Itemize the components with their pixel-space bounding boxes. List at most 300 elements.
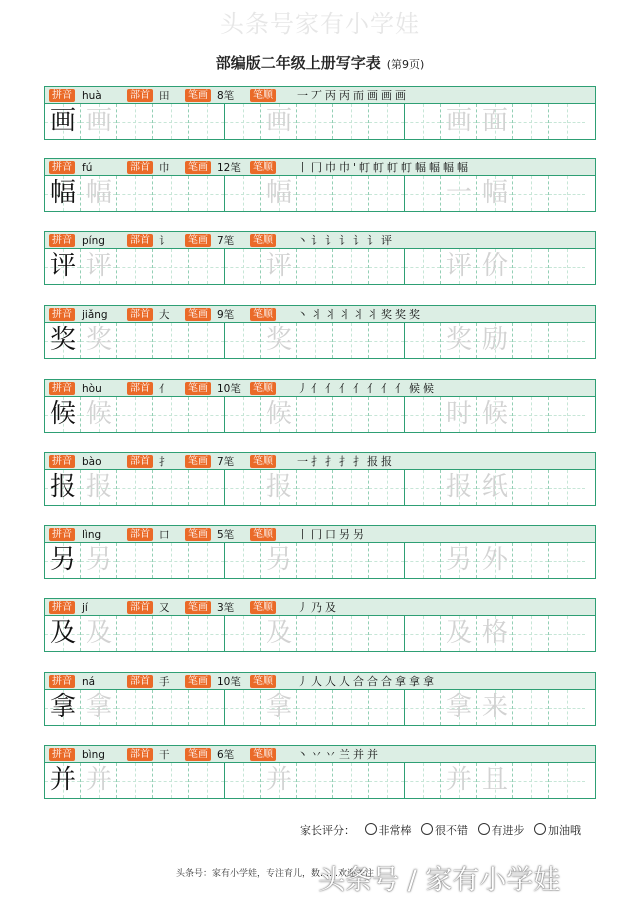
pinyin-tag: 拼音 (49, 382, 75, 395)
grid-cell[interactable] (225, 104, 261, 139)
row-header (44, 231, 596, 249)
pinyin-tag: 拼音 (49, 601, 75, 614)
grid-cell[interactable] (189, 323, 225, 358)
grid-cell[interactable] (513, 690, 549, 725)
grid-cell[interactable] (477, 543, 513, 578)
radical-tag: 部首 (127, 382, 153, 395)
rating-option: 加油哦 (548, 824, 581, 837)
strokes-value: 7笔 (217, 235, 235, 247)
trace-character: 时 (445, 399, 472, 429)
pinyin-value: jí (82, 602, 88, 614)
grid-cell[interactable] (81, 104, 117, 139)
grid-cell[interactable] (513, 543, 549, 578)
grid-cell[interactable] (117, 470, 153, 505)
trace-character: 报 (445, 472, 472, 502)
row-header (44, 525, 596, 543)
grid-cell[interactable] (405, 397, 441, 432)
grid-cell[interactable] (117, 397, 153, 432)
grid-cell[interactable] (261, 104, 297, 139)
trace-character: 及 (265, 618, 292, 648)
grid-cell[interactable] (297, 104, 333, 139)
grid-cell[interactable] (189, 104, 225, 139)
grid-cell[interactable] (225, 690, 261, 725)
order-tag: 笔顺 (250, 89, 276, 102)
grid-cell[interactable] (513, 763, 549, 798)
grid-cell[interactable] (369, 323, 405, 358)
pinyin-value: bìng (82, 749, 105, 761)
row-header (44, 158, 596, 176)
grid-cell[interactable] (405, 176, 441, 211)
strokes-value: 9笔 (217, 309, 235, 321)
grid-cell[interactable] (441, 616, 477, 651)
writing-grid (44, 616, 596, 652)
grid-cell[interactable] (261, 616, 297, 651)
grid-cell[interactable] (225, 397, 261, 432)
radical-tag: 部首 (127, 528, 153, 541)
grid-cell[interactable] (297, 543, 333, 578)
grid-cell[interactable] (153, 176, 189, 211)
grid-cell[interactable] (441, 690, 477, 725)
grid-cell[interactable] (369, 616, 405, 651)
grid-cell[interactable] (45, 397, 81, 432)
trace-character: 一 (445, 178, 472, 208)
grid-cell[interactable] (261, 470, 297, 505)
grid-cell[interactable] (549, 249, 585, 284)
rating-label: 家长评分： (300, 824, 355, 837)
trace-character: 面 (481, 106, 508, 136)
stroke-order: 一扌扌扌扌报报 (297, 455, 395, 468)
trace-character: 另 (265, 545, 292, 575)
grid-cell[interactable] (81, 763, 117, 798)
grid-cell[interactable] (477, 470, 513, 505)
watermark-top: 头条号家有小学娃 (220, 10, 420, 38)
grid-cell[interactable] (333, 104, 369, 139)
grid-cell[interactable] (153, 470, 189, 505)
grid-cell[interactable] (153, 763, 189, 798)
writing-grid (44, 470, 596, 506)
pinyin-value: ná (82, 676, 96, 688)
grid-cell[interactable] (81, 470, 117, 505)
strokes-tag: 笔画 (185, 89, 211, 102)
grid-cell[interactable] (153, 249, 189, 284)
strokes-value: 12笔 (217, 162, 241, 174)
trace-character: 及 (85, 618, 112, 648)
grid-cell[interactable] (513, 176, 549, 211)
grid-cell[interactable] (189, 470, 225, 505)
strokes-tag: 笔画 (185, 528, 211, 541)
grid-cell[interactable] (45, 249, 81, 284)
grid-cell[interactable] (189, 397, 225, 432)
grid-cell[interactable] (45, 763, 81, 798)
trace-character: 画 (265, 106, 292, 136)
grid-cell[interactable] (549, 176, 585, 211)
grid-cell[interactable] (477, 397, 513, 432)
stroke-order: 丿乃及 (297, 601, 339, 614)
grid-cell[interactable] (549, 763, 585, 798)
trace-character: 评 (85, 251, 112, 281)
grid-cell[interactable] (441, 104, 477, 139)
grid-cell[interactable] (477, 763, 513, 798)
grid-cell[interactable] (405, 763, 441, 798)
grid-cell[interactable] (297, 397, 333, 432)
grid-cell[interactable] (549, 470, 585, 505)
rating-option: 很不错 (435, 824, 468, 837)
model-character: 并 (49, 765, 76, 795)
grid-cell[interactable] (441, 176, 477, 211)
trace-character: 且 (481, 765, 508, 795)
grid-cell[interactable] (225, 543, 261, 578)
grid-cell[interactable] (369, 104, 405, 139)
grid-cell[interactable] (117, 616, 153, 651)
pinyin-tag: 拼音 (49, 161, 75, 174)
grid-cell[interactable] (189, 616, 225, 651)
grid-cell[interactable] (441, 249, 477, 284)
grid-cell[interactable] (189, 249, 225, 284)
order-tag: 笔顺 (250, 528, 276, 541)
grid-cell[interactable] (441, 763, 477, 798)
page-number: (第9页) (386, 58, 425, 71)
trace-character: 并 (445, 765, 472, 795)
grid-cell[interactable] (297, 470, 333, 505)
pinyin-tag: 拼音 (49, 675, 75, 688)
grid-cell[interactable] (117, 763, 153, 798)
radical-value: 田 (159, 90, 170, 102)
grid-cell[interactable] (441, 470, 477, 505)
grid-cell[interactable] (189, 763, 225, 798)
pinyin-value: píng (82, 235, 105, 247)
trace-character: 候 (481, 399, 508, 429)
trace-character: 幅 (85, 178, 112, 208)
strokes-value: 10笔 (217, 383, 241, 395)
grid-cell[interactable] (477, 176, 513, 211)
order-tag: 笔顺 (250, 455, 276, 468)
radical-tag: 部首 (127, 675, 153, 688)
radical-tag: 部首 (127, 234, 153, 247)
pinyin-tag: 拼音 (49, 748, 75, 761)
grid-cell[interactable] (225, 470, 261, 505)
grid-cell[interactable] (477, 249, 513, 284)
trace-character: 幅 (481, 178, 508, 208)
grid-cell[interactable] (369, 763, 405, 798)
radical-tag: 部首 (127, 455, 153, 468)
writing-grid (44, 249, 596, 285)
rating-circle[interactable] (478, 823, 490, 835)
strokes-tag: 笔画 (185, 675, 211, 688)
writing-grid (44, 176, 596, 212)
trace-character: 奖 (265, 325, 292, 355)
watermark-bottom: 头条号 / 家有小学娃 (318, 865, 561, 896)
grid-cell[interactable] (441, 323, 477, 358)
pinyin-value: bào (82, 456, 102, 468)
radical-value: 亻 (159, 383, 170, 395)
title-text: 部编版二年级上册写字表 (215, 54, 381, 72)
trace-character: 拿 (265, 692, 292, 722)
strokes-tag: 笔画 (185, 308, 211, 321)
pinyin-value: huà (82, 90, 102, 102)
grid-cell[interactable] (477, 104, 513, 139)
grid-cell[interactable] (81, 249, 117, 284)
grid-cell[interactable] (45, 104, 81, 139)
writing-grid (44, 763, 596, 799)
footer-note: 头条号：家有小学娃，专注育儿，数……欢迎关注 (176, 869, 375, 879)
grid-cell[interactable] (261, 249, 297, 284)
grid-cell[interactable] (549, 104, 585, 139)
grid-cell[interactable] (45, 470, 81, 505)
grid-cell[interactable] (153, 616, 189, 651)
trace-character: 奖 (85, 325, 112, 355)
grid-cell[interactable] (333, 470, 369, 505)
rating-option: 非常棒 (378, 824, 412, 837)
pinyin-tag: 拼音 (49, 308, 75, 321)
order-tag: 笔顺 (250, 382, 276, 395)
radical-tag: 部首 (127, 161, 153, 174)
grid-cell[interactable] (441, 543, 477, 578)
grid-cell[interactable] (477, 323, 513, 358)
strokes-value: 3笔 (217, 602, 235, 614)
grid-cell[interactable] (369, 249, 405, 284)
pinyin-value: jiǎng (82, 309, 108, 321)
model-character: 报 (49, 472, 76, 502)
strokes-tag: 笔画 (185, 748, 211, 761)
grid-cell[interactable] (117, 249, 153, 284)
grid-cell[interactable] (81, 690, 117, 725)
grid-cell[interactable] (117, 323, 153, 358)
grid-cell[interactable] (81, 323, 117, 358)
grid-cell[interactable] (333, 176, 369, 211)
strokes-value: 7笔 (217, 456, 235, 468)
writing-grid (44, 104, 596, 140)
grid-cell[interactable] (225, 616, 261, 651)
writing-grid (44, 543, 596, 579)
stroke-order: 丶丬丬丬丬丬奖奖奖 (297, 308, 423, 321)
row-header (44, 672, 596, 690)
grid-cell[interactable] (513, 249, 549, 284)
grid-cell[interactable] (45, 323, 81, 358)
strokes-value: 5笔 (217, 529, 235, 541)
grid-cell[interactable] (153, 543, 189, 578)
rating-circle[interactable] (534, 823, 546, 835)
grid-cell[interactable] (405, 249, 441, 284)
strokes-tag: 笔画 (185, 161, 211, 174)
grid-cell[interactable] (549, 616, 585, 651)
writing-grid (44, 690, 596, 726)
model-character: 拿 (49, 692, 76, 722)
strokes-tag: 笔画 (185, 234, 211, 247)
grid-cell[interactable] (225, 249, 261, 284)
grid-cell[interactable] (81, 616, 117, 651)
grid-cell[interactable] (153, 397, 189, 432)
grid-cell[interactable] (117, 176, 153, 211)
grid-cell[interactable] (549, 543, 585, 578)
model-character: 评 (49, 251, 76, 281)
grid-cell[interactable] (333, 616, 369, 651)
trace-character: 格 (481, 618, 508, 648)
grid-cell[interactable] (153, 690, 189, 725)
row-header (44, 745, 596, 763)
parent-rating (300, 822, 581, 838)
order-tag: 笔顺 (250, 675, 276, 688)
radical-tag: 部首 (127, 308, 153, 321)
grid-cell[interactable] (369, 470, 405, 505)
grid-cell[interactable] (333, 249, 369, 284)
order-tag: 笔顺 (250, 234, 276, 247)
grid-cell[interactable] (513, 616, 549, 651)
strokes-tag: 笔画 (185, 455, 211, 468)
trace-character: 画 (445, 106, 472, 136)
grid-cell[interactable] (297, 249, 333, 284)
grid-cell[interactable] (405, 104, 441, 139)
trace-character: 拿 (445, 692, 472, 722)
pinyin-tag: 拼音 (49, 455, 75, 468)
trace-character: 报 (265, 472, 292, 502)
grid-cell[interactable] (297, 763, 333, 798)
trace-character: 励 (481, 325, 508, 355)
grid-cell[interactable] (261, 397, 297, 432)
grid-cell[interactable] (81, 176, 117, 211)
radical-value: 干 (159, 749, 170, 761)
grid-cell[interactable] (333, 543, 369, 578)
grid-cell[interactable] (117, 104, 153, 139)
trace-character: 评 (265, 251, 292, 281)
trace-character: 外 (481, 545, 508, 575)
grid-cell[interactable] (45, 543, 81, 578)
grid-cell[interactable] (369, 397, 405, 432)
radical-value: 扌 (159, 456, 170, 468)
grid-cell[interactable] (225, 763, 261, 798)
grid-cell[interactable] (225, 176, 261, 211)
grid-cell[interactable] (261, 543, 297, 578)
pinyin-tag: 拼音 (49, 89, 75, 102)
writing-grid (44, 397, 596, 433)
grid-cell[interactable] (513, 323, 549, 358)
trace-character: 奖 (445, 325, 472, 355)
stroke-order: 丨冂巾巾'帄帄帄帄幅幅幅幅 (297, 161, 472, 174)
radical-value: 大 (159, 309, 170, 321)
model-character: 画 (49, 106, 76, 136)
grid-cell[interactable] (261, 763, 297, 798)
model-character: 幅 (49, 178, 76, 208)
grid-cell[interactable] (477, 616, 513, 651)
grid-cell[interactable] (117, 690, 153, 725)
trace-character: 幅 (265, 178, 292, 208)
grid-cell[interactable] (405, 470, 441, 505)
trace-character: 及 (445, 618, 472, 648)
grid-cell[interactable] (369, 176, 405, 211)
stroke-order: 丶讠讠讠讠讠评 (297, 234, 395, 247)
grid-cell[interactable] (297, 323, 333, 358)
model-character: 候 (49, 399, 76, 429)
order-tag: 笔顺 (250, 748, 276, 761)
radical-value: 又 (159, 602, 170, 614)
grid-cell[interactable] (189, 690, 225, 725)
grid-cell[interactable] (369, 690, 405, 725)
order-tag: 笔顺 (250, 161, 276, 174)
row-header (44, 305, 596, 323)
radical-tag: 部首 (127, 748, 153, 761)
radical-value: 巾 (159, 162, 170, 174)
radical-value: 口 (159, 529, 170, 541)
strokes-value: 8笔 (217, 90, 235, 102)
row-header (44, 452, 596, 470)
grid-cell[interactable] (441, 397, 477, 432)
grid-cell[interactable] (405, 323, 441, 358)
grid-cell[interactable] (117, 543, 153, 578)
rating-circle[interactable] (365, 823, 377, 835)
rating-circle[interactable] (421, 823, 433, 835)
strokes-tag: 笔画 (185, 382, 211, 395)
grid-cell[interactable] (297, 616, 333, 651)
trace-character: 候 (265, 399, 292, 429)
trace-character: 并 (265, 765, 292, 795)
grid-cell[interactable] (45, 690, 81, 725)
trace-character: 报 (85, 472, 112, 502)
grid-cell[interactable] (477, 690, 513, 725)
order-tag: 笔顺 (250, 308, 276, 321)
grid-cell[interactable] (333, 323, 369, 358)
grid-cell[interactable] (333, 397, 369, 432)
pinyin-tag: 拼音 (49, 234, 75, 247)
grid-cell[interactable] (405, 690, 441, 725)
grid-cell[interactable] (405, 543, 441, 578)
trace-character: 画 (85, 106, 112, 136)
grid-cell[interactable] (153, 323, 189, 358)
grid-cell[interactable] (297, 176, 333, 211)
grid-cell[interactable] (513, 104, 549, 139)
grid-cell[interactable] (369, 543, 405, 578)
grid-cell[interactable] (549, 397, 585, 432)
grid-cell[interactable] (225, 323, 261, 358)
grid-cell[interactable] (45, 616, 81, 651)
grid-cell[interactable] (81, 543, 117, 578)
grid-cell[interactable] (333, 690, 369, 725)
trace-character: 并 (85, 765, 112, 795)
grid-cell[interactable] (189, 176, 225, 211)
grid-cell[interactable] (189, 543, 225, 578)
writing-grid (44, 323, 596, 359)
grid-cell[interactable] (261, 690, 297, 725)
model-character: 另 (49, 545, 76, 575)
trace-character: 纸 (481, 472, 508, 502)
stroke-order: 丿人人人合合合拿拿拿 (297, 675, 437, 688)
pinyin-value: hòu (82, 383, 102, 395)
grid-cell[interactable] (81, 397, 117, 432)
page-title (0, 52, 640, 73)
grid-cell[interactable] (261, 176, 297, 211)
trace-character: 来 (481, 692, 508, 722)
rating-option: 有进步 (491, 824, 525, 837)
row-header (44, 86, 596, 104)
pinyin-tag: 拼音 (49, 528, 75, 541)
grid-cell[interactable] (45, 176, 81, 211)
grid-cell[interactable] (549, 323, 585, 358)
stroke-order: 丶丷丷兰并并 (297, 748, 381, 761)
trace-character: 另 (445, 545, 472, 575)
grid-cell[interactable] (153, 104, 189, 139)
row-header (44, 379, 596, 397)
grid-cell[interactable] (333, 763, 369, 798)
grid-cell[interactable] (261, 323, 297, 358)
strokes-value: 10笔 (217, 676, 241, 688)
grid-cell[interactable] (549, 690, 585, 725)
trace-character: 候 (85, 399, 112, 429)
grid-cell[interactable] (513, 397, 549, 432)
order-tag: 笔顺 (250, 601, 276, 614)
model-character: 奖 (49, 325, 76, 355)
grid-cell[interactable] (405, 616, 441, 651)
grid-cell[interactable] (513, 470, 549, 505)
grid-cell[interactable] (297, 690, 333, 725)
radical-value: 讠 (159, 235, 170, 247)
